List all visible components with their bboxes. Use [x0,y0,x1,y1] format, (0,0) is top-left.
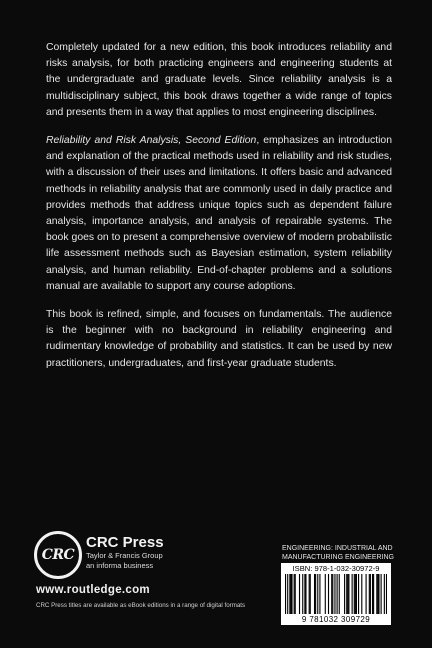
barcode-bar [287,574,288,614]
barcode-bar [369,574,370,614]
barcode-bar [355,574,356,614]
barcode-bar [291,574,292,614]
barcode-bar [337,574,338,614]
barcode-bar [304,574,305,614]
barcode-bar [386,574,387,614]
barcode-bar [294,574,295,614]
barcode-bar [332,574,333,614]
crc-logo-icon [34,531,82,579]
barcode-bar [285,574,286,614]
barcode-bar [356,574,357,614]
barcode-bar [372,574,373,614]
barcode-bar [361,574,362,614]
blurb-paragraph-2 [46,133,392,295]
barcode-bar [334,574,335,614]
barcode-icon [285,574,387,614]
barcode-bar [290,574,291,614]
barcode-bar [315,574,316,614]
subject-category [282,544,394,562]
barcode-bar [339,574,340,614]
barcode-bar [325,574,326,614]
publisher-name-block [86,534,164,571]
barcode-bar [378,574,379,614]
barcode-bar [328,574,329,614]
barcode-bar [295,574,296,614]
back-cover-blurb [46,40,392,384]
barcode-bar [302,574,303,614]
barcode-bar [347,574,348,614]
book-title-italic: Reliability and Risk Analysis, Second Edition [46,135,257,147]
barcode-bar [373,574,374,614]
isbn-label: ISBN: 978-1-032-30972-9 [292,564,380,573]
category-line-1: ENGINEERING: INDUSTRIAL AND [282,545,393,552]
barcode-bar [358,574,359,614]
barcode-bar [314,574,315,614]
isbn-barcode [281,563,391,625]
barcode-bar [305,574,306,614]
barcode-bar [310,574,311,614]
barcode-bar [317,574,318,614]
barcode-bar [352,574,353,614]
barcode-bar [346,574,347,614]
publisher-business: an informa business [86,561,154,570]
ebook-note: CRC Press titles are available as eBook editions in a range of digital formats [36,602,246,609]
barcode-bar [348,574,349,614]
barcode-bar [366,574,367,614]
crc-logo-text: CRC [41,547,75,563]
barcode-bar [289,574,290,614]
barcode-bar [370,574,371,614]
blurb-paragraph-3: This book is refined, simple, and focuses on fundamentals. The audience is the beginner with no background in reliability engineering and rudimentary knowledge of probability and statistics. It can be used by new practitioners, undergraduates, and first-year graduate students. [46,309,392,369]
publisher-website: www.routledge.com [36,584,150,596]
barcode-bar [381,574,382,614]
barcode-bar [319,574,320,614]
barcode-bar [309,574,310,614]
blurb-paragraph-2-text: , emphasizes an introduction and explanation of the practical methods used in reliability and risk studies, with a discussion of their uses and limitations. It offers basic and advanced methods in reliability analysis that are commonly used in daily practice and provides methods that address unique topics such as dependent failure analysis, importance analysis, and analysis of repairable systems. The book goes on to present a comprehensive overview of modern probabilistic life assessment methods such as Bayesian estimation, system reliability analysis, and human reliability. End-of-chapter problems and a solutions manual are available to support any course adoptions. [46,135,392,292]
blurb-paragraph-1: Completely updated for a new edition, this book introduces reliability and risks analysis, for both practicing engineers and engineering students at the undergraduate and graduate levels. Since reliability analysis is a multidisciplinary subject, this book draws together a wide range of topics and presents them in a way that applies to most engineering disciplines. [46,42,392,118]
publisher-name: CRC Press [86,534,164,551]
barcode-bar [384,574,385,614]
barcode-bar [344,574,345,614]
category-line-2: MANUFACTURING ENGINEERING [282,554,395,561]
barcode-bar [299,574,300,614]
barcode-bar [377,574,378,614]
publisher-group: Taylor & Francis Group [86,551,163,560]
barcode-bar [354,574,355,614]
barcode-bar [331,574,332,614]
barcode-digits: 9 781032 309729 [301,615,371,624]
barcode-bar [376,574,377,614]
